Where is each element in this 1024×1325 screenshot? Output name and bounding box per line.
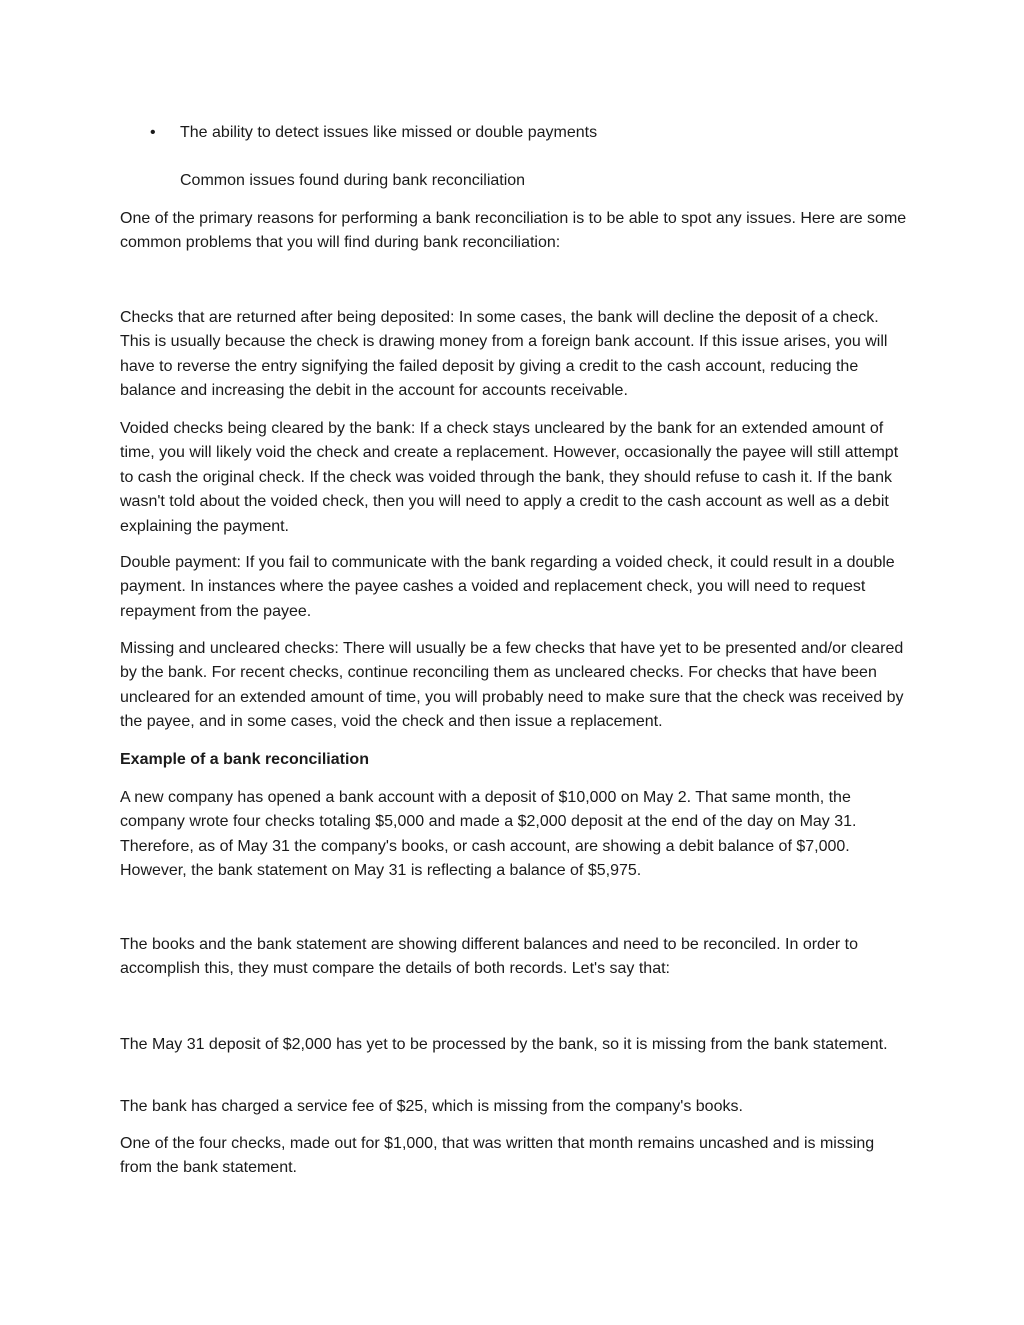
example-paragraph: A new company has opened a bank account with a deposit of $10,000 on May 2. That same month, the company wrote four checks totaling $5,000 and made a $2,000 deposit at the end of the day on May 31. Therefore, as of May 31 the company's books, or cash account, are showing a debit balance of $7,000. However, the bank statement on May 31 is reflecting a balance of $5,975.	[120, 789, 857, 880]
bullet-text: The ability to detect issues like missed or double payments	[180, 124, 598, 141]
returned-checks-paragraph: Checks that are returned after being deposited: In some cases, the bank will decline the deposit of a check. This is usually because the check is drawing money from a foreign bank account. If this issue arises, you will have to reverse the entry signifying the failed deposit by giving a credit to the cash account, reducing the balance and increasing the debit in the account for accounts receivable.	[120, 309, 888, 400]
double-payment-paragraph: Double payment: If you fail to communicate with the bank regarding a voided check, it could result in a double payment. In instances where the payee cashes a voided and replacement check, you will need to request repayment from the payee.	[120, 554, 895, 620]
example-heading: Example of a bank reconciliation	[120, 751, 369, 768]
books-comparison-paragraph: The books and the bank statement are showing different balances and need to be reconciled. In order to accomplish this, they must compare the details of both records. Let's say that:	[120, 936, 858, 978]
missing-checks-paragraph: Missing and uncleared checks: There will usually be a few checks that have yet to be presented and/or cleared by the bank. For recent checks, continue reconciling them as uncleared checks. For checks that have been uncleared for an extended amount of time, you will probably need to make sure that the check was received by the payee, and in some cases, void the check and then issue a replacement.	[120, 640, 904, 731]
deposit-item-paragraph: The May 31 deposit of $2,000 has yet to be processed by the bank, so it is missing from the bank statement.	[120, 1036, 888, 1053]
uncashed-check-paragraph: One of the four checks, made out for $1,000, that was written that month remains uncashed and is missing from the bank statement.	[120, 1135, 875, 1177]
intro-paragraph: One of the primary reasons for performing a bank reconciliation is to be able to spot any issues. Here are some common problems that you will find during bank reconciliation:	[120, 210, 907, 252]
service-fee-paragraph: The bank has charged a service fee of $25, which is missing from the company's books.	[120, 1098, 743, 1115]
voided-checks-paragraph: Voided checks being cleared by the bank: If a check stays uncleared by the bank for an extended amount of time, you will likely void the check and create a replacement. However, occasionally the payee will still attempt to cash the original check. If the check was voided through the bank, they should refuse to cash it. If the bank wasn't told about the voided check, then you will need to apply a credit to the cash account as well as a debit explaining the payment.	[120, 420, 899, 535]
bullet-dot-icon: •	[150, 124, 156, 141]
section-subheading: Common issues found during bank reconciliation	[180, 172, 526, 189]
